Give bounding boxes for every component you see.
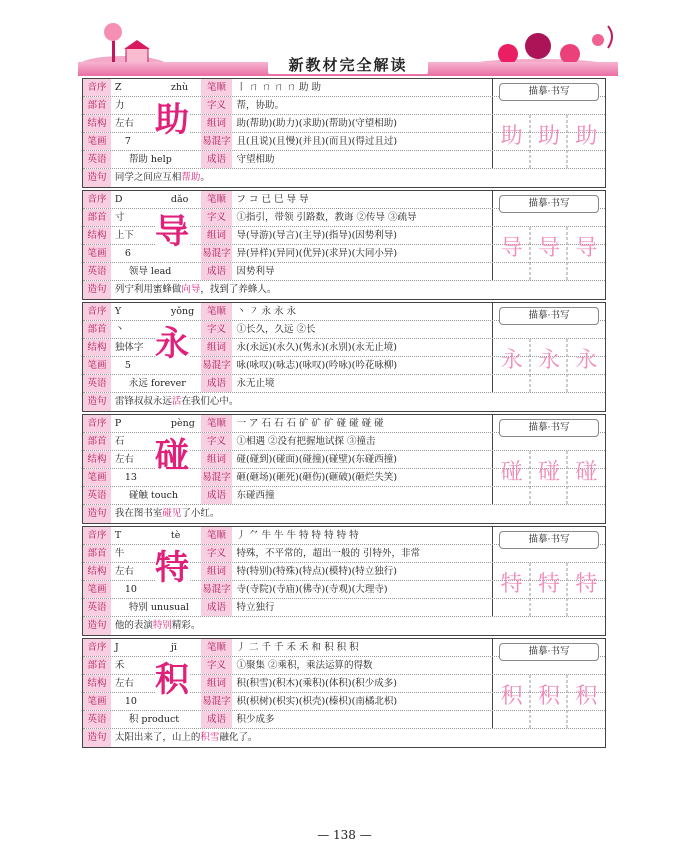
idiom: 守望相助 (232, 151, 493, 168)
structure: 上下 (114, 230, 134, 241)
practice-header: 描摹·书写 (499, 643, 599, 661)
tracing-characters (493, 119, 605, 150)
trace-char: 碰 (500, 460, 523, 485)
sentence-part: 雷锋叔叔永远 (114, 396, 172, 407)
stroke-count: 5 (124, 360, 131, 371)
stroke-order: 丿 二 千 千 禾 禾 和 积 积 积 (232, 639, 493, 656)
character-entry (82, 526, 606, 636)
english: 特别 unusual (128, 602, 189, 613)
word-forms: 碰(碰到)(碰面)(碰撞)(碰壁)(东碰西撞) (232, 451, 493, 468)
trace-char: 积 (500, 684, 523, 709)
label-bishun: 笔顺 (201, 639, 233, 656)
label-yihunzi: 易混字 (201, 469, 233, 486)
example-sentence-row (83, 393, 605, 411)
yinxu-letter: P (114, 418, 122, 429)
practice-header: 描摹·书写 (499, 419, 599, 437)
label-ziyi: 字义 (201, 433, 233, 450)
character-entry (82, 190, 606, 300)
trace-char: 助 (537, 124, 560, 149)
meaning: ①长久，久远 ②长 (232, 321, 493, 338)
sentence-part: 在我们心中。 (181, 396, 239, 407)
meaning: 帮，协助。 (232, 97, 493, 114)
structure: 左右 (114, 454, 134, 465)
confusable-chars: 枳(枳树)(枳实)(枳壳)(榛枳)(南橘北枳) (232, 693, 493, 710)
label-yingyu: 英语 (83, 151, 111, 168)
yinxu-letter: Z (114, 82, 122, 93)
confusable-chars: 异(异样)(异同)(优异)(求异)(大同小异) (232, 245, 493, 262)
word-forms: 永(永远)(永久)(隽永)(永别)(永无止境) (232, 339, 493, 356)
big-character: 导 (155, 212, 189, 252)
pinyin: yǒng (170, 306, 195, 317)
label-zaoju: 造句 (83, 281, 111, 299)
tracing-characters (493, 455, 605, 486)
sentence-part: ，找到了养蜂人。 (200, 284, 277, 295)
label-chengyu: 成语 (201, 375, 233, 392)
meaning: 特殊，不平常的，超出一般的 引特外，非常 (232, 545, 493, 562)
sentence-part: 他的表演 (114, 620, 153, 631)
yinxu-letter: D (114, 194, 123, 205)
confusable-chars: 砸(砸场)(砸死)(砸伤)(砸破)(砸烂失笑) (232, 469, 493, 486)
sentence-part: 精彩。 (171, 620, 201, 631)
yinxu-letter: Y (114, 306, 122, 317)
example-sentence-row (83, 729, 605, 747)
idiom: 东碰西撞 (232, 487, 493, 504)
stroke-count: 6 (124, 248, 131, 259)
label-jiegou: 结构 (83, 451, 111, 468)
sentence-part: 列宁利用蜜蜂做 (114, 284, 182, 295)
tracing-characters (493, 231, 605, 262)
page-header (78, 16, 618, 78)
label-bishun: 笔顺 (201, 303, 233, 320)
idiom: 特立独行 (232, 599, 493, 616)
trace-char: 特 (537, 572, 560, 597)
label-zaoju: 造句 (83, 505, 111, 523)
label-ziyi: 字义 (201, 97, 233, 114)
label-jiegou: 结构 (83, 675, 111, 692)
trace-char: 助 (500, 124, 523, 149)
radical: 寸 (114, 212, 125, 223)
trace-char: 导 (500, 236, 523, 261)
label-jiegou: 结构 (83, 339, 111, 356)
example-sentence-row (83, 281, 605, 299)
label-yihunzi: 易混字 (201, 581, 233, 598)
tracing-characters (493, 567, 605, 598)
big-character: 碰 (155, 436, 189, 476)
label-yinxu: 音序 (83, 303, 111, 320)
label-bushou: 部首 (83, 321, 111, 338)
sentence-highlight: 碰见 (162, 508, 182, 519)
example-sentence-row (83, 169, 605, 187)
label-jiegou: 结构 (83, 563, 111, 580)
label-bushou: 部首 (83, 657, 111, 674)
sentence-part: 太阳出来了，山上的 (114, 732, 201, 743)
yinxu-value (111, 303, 201, 320)
trace-char: 特 (575, 572, 598, 597)
structure: 左右 (114, 566, 134, 577)
pinyin: jī (170, 642, 177, 653)
example-sentence-row (83, 505, 605, 523)
label-bushou: 部首 (83, 545, 111, 562)
yinxu-value (111, 415, 201, 432)
english: 永远 forever (128, 378, 186, 389)
label-yinxu: 音序 (83, 415, 111, 432)
label-zuci: 组词 (201, 451, 233, 468)
trace-char: 导 (575, 236, 598, 261)
sentence-highlight: 积雪 (200, 732, 220, 743)
label-chengyu: 成语 (201, 151, 233, 168)
trace-char: 碰 (575, 460, 598, 485)
character-entry (82, 638, 606, 748)
practice-header: 描摹·书写 (499, 83, 599, 101)
label-bihua: 笔画 (83, 133, 111, 150)
stroke-order: 一 ア 石 石 石 矿 矿 矿 碰 碰 碰 碰 (232, 415, 493, 432)
label-chengyu: 成语 (201, 599, 233, 616)
sentence-highlight: 帮助 (181, 172, 201, 183)
yinxu-letter: T (114, 530, 122, 541)
label-bushou: 部首 (83, 209, 111, 226)
pinyin: pèng (170, 418, 195, 429)
example-sentence-row (83, 617, 605, 635)
label-bishun: 笔顺 (201, 527, 233, 544)
tracing-characters (493, 679, 605, 710)
big-character: 积 (155, 660, 189, 700)
label-bishun: 笔顺 (201, 191, 233, 208)
label-yingyu: 英语 (83, 375, 111, 392)
label-yingyu: 英语 (83, 263, 111, 280)
label-ziyi: 字义 (201, 321, 233, 338)
meaning: ①聚集 ②乘积，乘法运算的得数 (232, 657, 493, 674)
meaning: ①指引，带领 引路数，教诲 ②传导 ③疏导 (232, 209, 493, 226)
label-bushou: 部首 (83, 433, 111, 450)
yinxu-value (111, 639, 201, 656)
label-zaoju: 造句 (83, 617, 111, 635)
example-sentence (111, 281, 605, 299)
radical: 牛 (114, 548, 125, 559)
sentence-highlight: 向导 (181, 284, 201, 295)
pinyin: dǎo (170, 194, 189, 205)
sentence-part: 融化了。 (219, 732, 258, 743)
english: 积 product (128, 714, 180, 725)
radical: 丶 (114, 324, 125, 335)
label-yinxu: 音序 (83, 79, 111, 96)
yinxu-value (111, 191, 201, 208)
practice-header: 描摹·书写 (499, 195, 599, 213)
practice-header: 描摹·书写 (499, 531, 599, 549)
structure: 左右 (114, 118, 134, 129)
confusable-chars: 寺(寺院)(寺庙)(佛寺)(寺观)(大理寺) (232, 581, 493, 598)
stroke-order: 丿 ⺈ 牛 牛 牛 特 特 特 特 特 (232, 527, 493, 544)
stroke-order: フ コ 已 巳 导 导 (232, 191, 493, 208)
trace-char: 导 (537, 236, 560, 261)
tracing-characters (493, 343, 605, 374)
pinyin: tè (170, 530, 181, 541)
label-jiegou: 结构 (83, 115, 111, 132)
big-character: 助 (155, 100, 189, 140)
idiom: 积少成多 (232, 711, 493, 728)
example-sentence (111, 617, 605, 635)
sentence-part: 同学之间应互相 (114, 172, 182, 183)
label-chengyu: 成语 (201, 263, 233, 280)
structure: 独体字 (114, 342, 144, 353)
stroke-order: 丶 ㇇ 永 永 永 (232, 303, 493, 320)
label-ziyi: 字义 (201, 545, 233, 562)
english: 领导 lead (128, 266, 172, 277)
practice-header: 描摹·书写 (499, 307, 599, 325)
label-zuci: 组词 (201, 227, 233, 244)
label-yinxu: 音序 (83, 639, 111, 656)
label-yihunzi: 易混字 (201, 133, 233, 150)
trace-char: 永 (500, 348, 523, 373)
trace-char: 永 (537, 348, 560, 373)
character-entry (82, 302, 606, 412)
label-yingyu: 英语 (83, 599, 111, 616)
label-yihunzi: 易混字 (201, 693, 233, 710)
sentence-part: 我在图书室 (114, 508, 163, 519)
label-yingyu: 英语 (83, 487, 111, 504)
label-bushou: 部首 (83, 97, 111, 114)
big-character: 永 (155, 324, 189, 364)
trace-char: 特 (500, 572, 523, 597)
example-sentence (111, 505, 605, 523)
label-yihunzi: 易混字 (201, 357, 233, 374)
label-chengyu: 成语 (201, 487, 233, 504)
page-title: 新教材完全解读 (268, 56, 428, 74)
trace-char: 助 (575, 124, 598, 149)
label-yinxu: 音序 (83, 527, 111, 544)
label-yingyu: 英语 (83, 711, 111, 728)
character-entry (82, 414, 606, 524)
yinxu-value (111, 79, 201, 96)
label-ziyi: 字义 (201, 657, 233, 674)
page-number: — 138 — (317, 828, 372, 842)
label-zuci: 组词 (201, 115, 233, 132)
trace-char: 积 (537, 684, 560, 709)
label-zaoju: 造句 (83, 169, 111, 187)
label-zuci: 组词 (201, 339, 233, 356)
structure: 左右 (114, 678, 134, 689)
character-entry (82, 78, 606, 188)
label-jiegou: 结构 (83, 227, 111, 244)
idiom: 永无止境 (232, 375, 493, 392)
label-bihua: 笔画 (83, 581, 111, 598)
label-bihua: 笔画 (83, 693, 111, 710)
pinyin: zhù (170, 82, 189, 93)
label-zaoju: 造句 (83, 729, 111, 747)
sentence-part: 了小红。 (181, 508, 220, 519)
label-bihua: 笔画 (83, 469, 111, 486)
example-sentence (111, 729, 605, 747)
meaning: ①相遇 ②没有把握地试探 ③撞击 (232, 433, 493, 450)
confusable-chars: 咏(咏叹)(咏志)(咏叹)(吟咏)(吟花咏柳) (232, 357, 493, 374)
big-character: 特 (155, 548, 189, 588)
word-forms: 特(特别)(特殊)(特点)(模特)(特立独行) (232, 563, 493, 580)
sentence-highlight: 活 (171, 396, 182, 407)
label-yinxu: 音序 (83, 191, 111, 208)
label-chengyu: 成语 (201, 711, 233, 728)
word-forms: 积(积雪)(积木)(乘积)(体积)(积少成多) (232, 675, 493, 692)
sentence-highlight: 特别 (152, 620, 172, 631)
trace-char: 积 (575, 684, 598, 709)
stroke-order: 丨 ㄇ ㄇ ㄇ ㄇ 助 助 (232, 79, 493, 96)
english: 碰触 touch (128, 490, 179, 501)
trace-char: 永 (575, 348, 598, 373)
radical: 力 (114, 100, 125, 111)
label-yihunzi: 易混字 (201, 245, 233, 262)
stroke-count: 10 (124, 696, 137, 707)
label-ziyi: 字义 (201, 209, 233, 226)
confusable-chars: 且(且说)(且慢)(并且)(而且)(得过且过) (232, 133, 493, 150)
yinxu-value (111, 527, 201, 544)
idiom: 因势利导 (232, 263, 493, 280)
example-sentence (111, 169, 605, 187)
radical: 石 (114, 436, 125, 447)
radical: 禾 (114, 660, 125, 671)
example-sentence (111, 393, 605, 411)
trace-char: 碰 (537, 460, 560, 485)
stroke-count: 7 (124, 136, 131, 147)
sentence-part: 。 (200, 172, 210, 183)
word-forms: 助(帮助)(助力)(求助)(帮助)(守望相助) (232, 115, 493, 132)
label-zuci: 组词 (201, 675, 233, 692)
label-bihua: 笔画 (83, 357, 111, 374)
label-zaoju: 造句 (83, 393, 111, 411)
english: 帮助 help (128, 154, 172, 165)
label-zuci: 组词 (201, 563, 233, 580)
label-bishun: 笔顺 (201, 415, 233, 432)
label-bihua: 笔画 (83, 245, 111, 262)
yinxu-letter: J (114, 642, 119, 653)
stroke-count: 13 (124, 472, 137, 483)
word-forms: 导(导游)(导言)(主导)(指导)(因势利导) (232, 227, 493, 244)
label-bishun: 笔顺 (201, 79, 233, 96)
stroke-count: 10 (124, 584, 137, 595)
